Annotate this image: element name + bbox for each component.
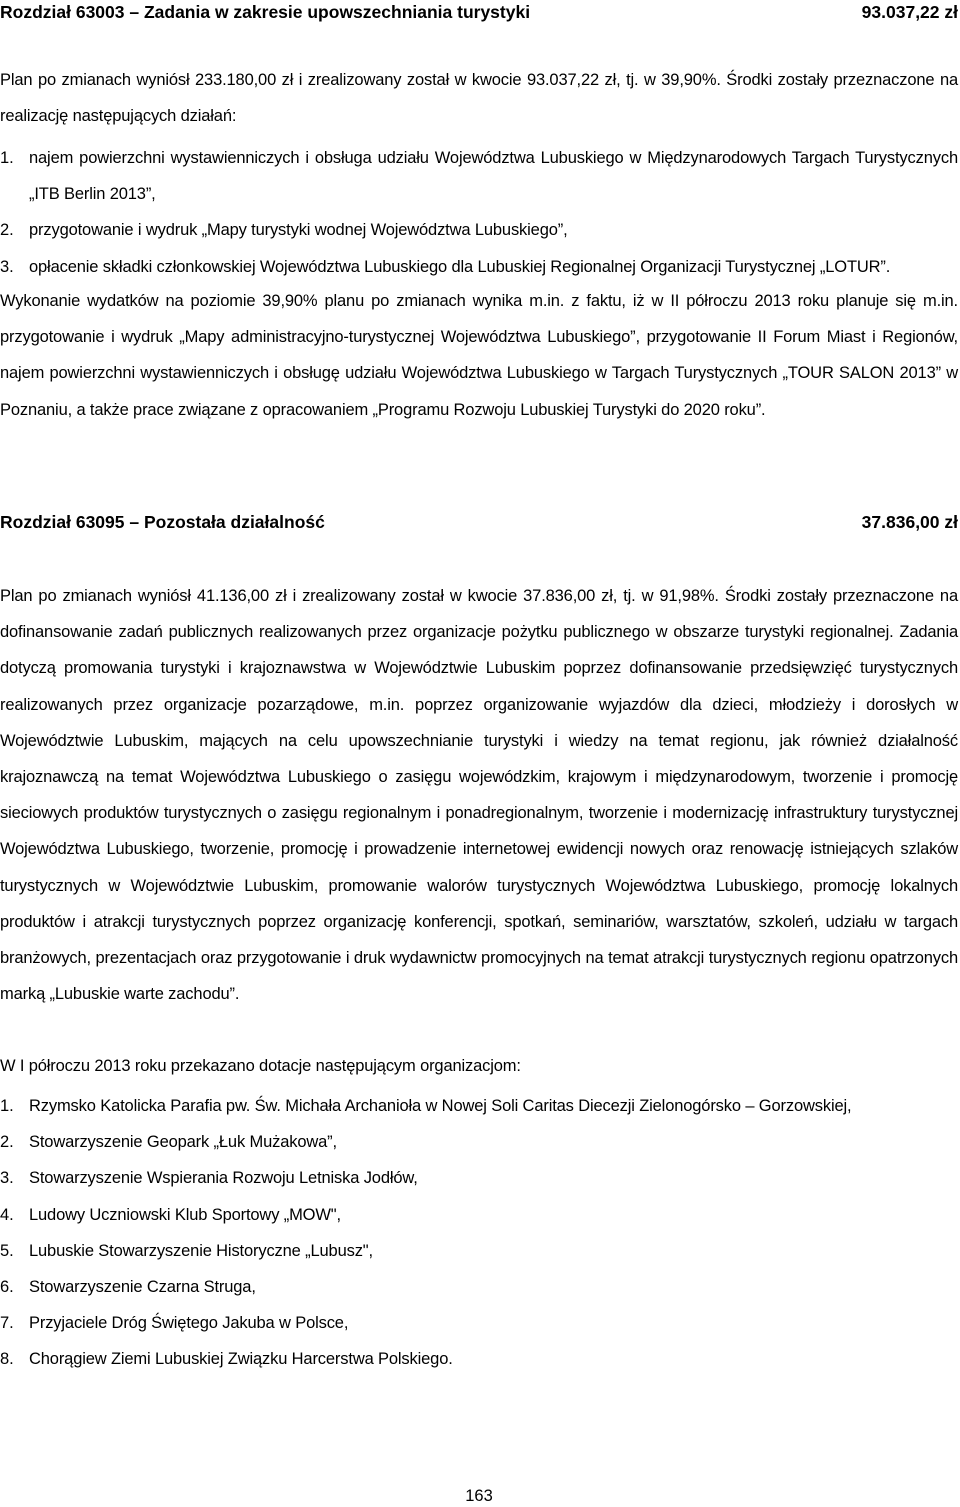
list-item <box>0 1088 958 1124</box>
list-item-number: 7. <box>0 1314 14 1333</box>
organizations-list <box>0 1088 958 1378</box>
list-item <box>0 1124 958 1160</box>
list-item <box>0 140 958 212</box>
list-item-text: Chorągiew Ziemi Lubuskiej Związku Harcerstwa Polskiego. <box>29 1350 453 1369</box>
list-item-number: 6. <box>0 1278 14 1297</box>
list-item-number: 3. <box>0 1169 14 1188</box>
list-item-text: opłacenie składki członkowskiej Województwa Lubuskiego dla Lubuskiej Regionalnej Organizacji Turystycznej „LOTUR”. <box>29 257 891 276</box>
section-1-intro-block <box>0 62 958 134</box>
grants-intro: W I półroczu 2013 roku przekazano dotacje następującym organizacjom: <box>0 1057 521 1075</box>
list-item <box>0 249 958 285</box>
grants-intro-block <box>0 1048 958 1084</box>
list-item-number: 1. <box>0 1097 14 1115</box>
list-item-text: najem powierzchni wystawienniczych i obsługa udziału Województwa Lubuskiego w Międzynarodowych Targach Turystycznych „ITB Berlin 2013”, <box>29 149 958 204</box>
list-item-text: Lubuskie Stowarzyszenie Historyczne „Lubusz", <box>29 1241 373 1260</box>
section-2-amount: 37.836,00 zł <box>861 512 958 532</box>
page-number: 163 <box>465 1487 493 1505</box>
list-item-number: 5. <box>0 1241 14 1260</box>
list-item-number: 3. <box>0 257 14 276</box>
section-1-list <box>0 140 958 285</box>
section-2-heading <box>0 510 958 534</box>
list-item-text: Przyjaciele Dróg Świętego Jakuba w Polsce, <box>29 1314 349 1333</box>
section-2-body-block <box>0 578 958 1012</box>
list-item-number: 1. <box>0 149 14 167</box>
list-item-number: 8. <box>0 1350 14 1369</box>
list-item <box>0 1233 958 1269</box>
list-item <box>0 1305 958 1341</box>
list-item-text: Stowarzyszenie Wspierania Rozwoju Letniska Jodłów, <box>29 1169 418 1188</box>
section-1-outro: Wykonanie wydatków na poziomie 39,90% planu po zmianach wynika m.in. z faktu, iż w II półroczu 2013 roku planuje się m.in. przygotowanie i wydruk „Mapy administracyjno-turystycznej Województwa Lubuskiego”, przygotowanie II Forum Miast i Regionów, najem powierzchni wystawienniczych i obsługę udziału Województwa Lubuskiego w Targach Turystycznych „TOUR SALON 2013” w Poznaniu, a także prace związane z opracowaniem „Programu Rozwoju Lubuskiej Turystyki do 2020 roku”. <box>0 292 958 419</box>
section-1-amount: 93.037,22 zł <box>861 2 958 22</box>
list-item <box>0 1197 958 1233</box>
list-item-text: Ludowy Uczniowski Klub Sportowy „MOW", <box>29 1205 341 1224</box>
list-item-text: przygotowanie i wydruk „Mapy turystyki wodnej Województwa Lubuskiego”, <box>29 221 568 240</box>
list-item-text: Stowarzyszenie Czarna Struga, <box>29 1278 256 1297</box>
list-item-text: Stowarzyszenie Geopark „Łuk Mużakowa”, <box>29 1133 337 1152</box>
list-item <box>0 1160 958 1196</box>
list-item-text: Rzymsko Katolicka Parafia pw. Św. Michała Archanioła w Nowej Soli Caritas Diecezji Zielonogórsko – Gorzowskiej, <box>29 1097 852 1115</box>
list-item <box>0 1269 958 1305</box>
list-item-number: 2. <box>0 1133 14 1152</box>
section-1-heading <box>0 0 958 24</box>
list-item <box>0 212 958 248</box>
section-1-title: Rozdział 63003 – Zadania w zakresie upowszechniania turystyki <box>0 2 531 22</box>
list-item <box>0 1341 958 1377</box>
list-item-number: 4. <box>0 1205 14 1224</box>
section-1-outro-block <box>0 283 958 428</box>
section-1-intro: Plan po zmianach wyniósł 233.180,00 zł i zrealizowany został w kwocie 93.037,22 zł, tj. w 39,90%. Środki zostały przeznaczone na realizację następujących działań: <box>0 71 958 126</box>
section-2-body: Plan po zmianach wyniósł 41.136,00 zł i zrealizowany został w kwocie 37.836,00 zł, tj. w 91,98%. Środki zostały przeznaczone na dofinansowanie zadań publicznych realizowanych przez organizacje pożytku publicznego w obszarze turystyki regionalnej. Zadania dotyczą promowania turystyki i krajoznawstwa w Województwie Lubuskim poprzez dofinansowanie przedsięwzięć turystycznych realizowanych przez organizacje pozarządowe, m.in. poprzez organizowanie wyjazdów dla dzieci, młodzieży i dorosłych w Województwie Lubuskim, mających na celu upowszechnianie turystyki i wiedzy na temat regionu, jak również działalność krajoznawczą na temat Województwa Lubuskiego o zasięgu wojewódzkim, krajowym i międzynarodowym, tworzenie i promocję sieciowych produktów turystycznych o zasięgu regionalnym i ponadregionalnym, tworzenie i modernizację infrastruktury turystycznej Województwa Lubuskiego, tworzenie, promocję i prowadzenie internetowej ewidencji nowych oraz renowację istniejących szlaków turystycznych w Województwie Lubuskim, promowanie walorów turystycznych Województwa Lubuskiego, promocję lokalnych produktów i atrakcji turystycznych poprzez organizację konferencji, spotkań, seminariów, warsztatów, szkoleń, udziału w targach branżowych, prezentacjach oraz przygotowanie i druk wydawnictw promocyjnych na temat atrakcji turystycznych regionu opatrzonych marką „Lubuskie warte zachodu”. <box>0 587 958 1004</box>
section-2-title: Rozdział 63095 – Pozostała działalność <box>0 512 325 532</box>
list-item-number: 2. <box>0 221 14 240</box>
